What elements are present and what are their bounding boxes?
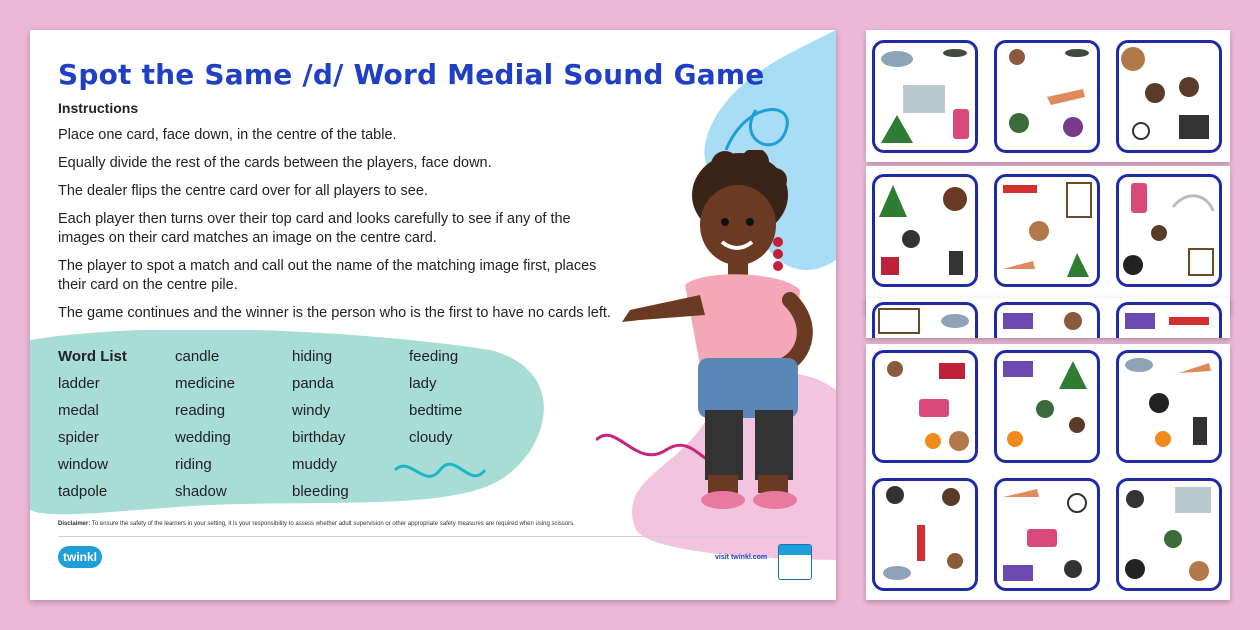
candle-icon	[1003, 185, 1037, 193]
card-sheet-3	[866, 344, 1230, 600]
muddy-hands-icon	[1069, 417, 1085, 433]
word-item: panda	[292, 375, 334, 392]
medicine-bottle-icon	[1027, 529, 1057, 547]
quality-badge-icon	[778, 544, 812, 580]
visit-link[interactable]: visit twinkl.com	[715, 554, 768, 561]
picture-card	[994, 350, 1100, 463]
spider-icon	[1126, 490, 1144, 508]
card-sheet-2	[866, 166, 1230, 314]
twinkl-logo[interactable]: twinkl	[58, 546, 102, 568]
bush-icon	[881, 115, 913, 143]
cloud-icon	[1125, 358, 1153, 372]
window-icon	[1189, 249, 1213, 275]
instruction-item: The dealer flips the centre card over for all players to see.	[58, 183, 428, 199]
medal-icon	[1007, 431, 1023, 447]
footer-divider	[58, 536, 808, 537]
word-item: medal	[58, 402, 99, 419]
picture-card	[872, 174, 978, 287]
word-item: bleeding	[292, 483, 349, 500]
spider-icon	[886, 486, 904, 504]
disclaimer-text: To ensure the safety of the learners in your setting, it is your responsibility to assess whether adult supervision or other appropriate safety measures are required when using scissors.	[91, 521, 575, 527]
medal-icon	[925, 433, 941, 449]
word-item: wedding	[175, 429, 231, 446]
windy-tree-icon	[1175, 487, 1211, 513]
lady-icon	[943, 187, 967, 211]
game-sheet	[30, 30, 836, 600]
picture-card	[994, 40, 1100, 153]
word-item: lady	[409, 375, 437, 392]
panda-icon	[949, 251, 963, 275]
instruction-item: Each player then turns over their top card and looks carefully to see if any of the images on their card matches an image on the centre card.	[58, 211, 571, 246]
picture-card	[994, 478, 1100, 591]
lady-icon	[1121, 47, 1145, 71]
medicine-bottle-icon	[919, 399, 949, 417]
instructions-list	[58, 126, 658, 332]
birthday-present-icon	[881, 257, 899, 275]
card-sheet-1	[866, 30, 1230, 162]
picture-card	[994, 302, 1100, 338]
muddy-hands-icon	[1151, 225, 1167, 241]
card-sheet-partial	[866, 298, 1230, 338]
word-item: bedtime	[409, 402, 463, 419]
picture-card	[1116, 350, 1222, 463]
muddy-hands-icon	[1145, 83, 1165, 103]
panda-icon	[1125, 559, 1145, 579]
riding-child-icon	[1064, 312, 1082, 330]
reading-child-icon	[1036, 400, 1054, 418]
instruction-item: Place one card, face down, in the centre of the table.	[58, 127, 397, 143]
picture-card	[1116, 40, 1222, 153]
panda-icon	[1123, 255, 1143, 275]
bedtime-icon	[1003, 313, 1033, 329]
hand-icon	[1179, 363, 1211, 373]
picture-card	[1116, 302, 1222, 338]
bedtime-icon	[1003, 361, 1033, 377]
picture-card	[872, 350, 978, 463]
medal-icon	[1155, 431, 1171, 447]
cloud-icon	[883, 566, 911, 580]
picture-card	[872, 302, 978, 338]
shadow-icon	[1173, 196, 1213, 211]
picture-card	[1116, 174, 1222, 287]
picture-card	[1116, 478, 1222, 591]
instructions-heading: Instructions	[58, 100, 139, 116]
instruction-item: The game continues and the winner is the person who is the first to have no cards left.	[58, 305, 611, 321]
word-item: ladder	[58, 375, 100, 392]
word-item: candle	[175, 348, 220, 365]
word-list	[58, 348, 518, 502]
birthday-present-icon	[939, 363, 965, 379]
wedding-couple-icon	[1179, 115, 1209, 139]
word-item: tadpole	[58, 483, 108, 500]
word-item: window	[58, 456, 109, 473]
candle-icon	[1169, 317, 1209, 325]
disclaimer	[58, 521, 818, 527]
tadpole-icon	[943, 49, 967, 57]
hand-icon	[1003, 489, 1039, 497]
tadpole-icon	[1065, 49, 1089, 57]
word-item: riding	[175, 456, 212, 473]
windy-tree-icon	[903, 85, 945, 113]
pointing-girl-illustration	[590, 150, 830, 520]
page-title: Spot the Same /d/ Word Medial Sound Game	[58, 58, 765, 91]
riding-child-icon	[887, 361, 903, 377]
bicycle-icon	[1133, 123, 1149, 139]
word-item: feeding	[409, 348, 459, 365]
riding-child-icon	[1009, 49, 1025, 65]
wedding-couple-icon	[1193, 417, 1207, 445]
word-item: hiding	[292, 348, 333, 365]
hand-icon	[1047, 89, 1085, 105]
spider-icon	[902, 230, 920, 248]
word-item: birthday	[292, 429, 346, 446]
panda-icon	[1149, 393, 1169, 413]
bedtime-icon	[1003, 565, 1033, 581]
candle-icon	[917, 525, 925, 561]
cloud-icon	[881, 51, 913, 67]
window-icon	[1067, 183, 1091, 217]
lady-icon	[1189, 561, 1209, 581]
riding-child-icon	[947, 553, 963, 569]
lady-icon	[1029, 221, 1049, 241]
bedtime-icon	[1125, 313, 1155, 329]
bush-icon	[1059, 361, 1087, 389]
word-item: cloudy	[409, 429, 453, 446]
cloud-icon	[941, 314, 969, 328]
medicine-bottle-icon	[1131, 183, 1147, 213]
bleeding-knee-icon	[1063, 117, 1083, 137]
lady-icon	[949, 431, 969, 451]
medicine-bottle-icon	[953, 109, 969, 139]
instruction-item: The player to spot a match and call out the name of the matching image first, places their card on the centre pile.	[58, 258, 597, 293]
word-item: medicine	[175, 375, 236, 392]
hand-icon	[1003, 261, 1035, 269]
picture-card	[994, 174, 1100, 287]
word-item: windy	[292, 402, 331, 419]
reading-child-icon	[1009, 113, 1029, 133]
card-sheets-preview	[866, 30, 1230, 600]
word-item: muddy	[292, 456, 338, 473]
picture-card	[872, 40, 978, 153]
window-icon	[879, 309, 919, 333]
bicycle-icon	[1068, 494, 1086, 512]
word-list-heading: Word List	[58, 348, 127, 365]
instruction-item: Equally divide the rest of the cards between the players, face down.	[58, 155, 492, 171]
bush-icon	[1067, 253, 1089, 277]
word-item: spider	[58, 429, 99, 446]
picture-card	[872, 478, 978, 591]
word-item: reading	[175, 402, 226, 419]
disclaimer-label: Disclaimer:	[58, 521, 91, 527]
word-item: shadow	[175, 483, 227, 500]
reading-child-icon	[1164, 530, 1182, 548]
spider-icon	[1064, 560, 1082, 578]
muddy-hands-icon	[942, 488, 960, 506]
bush-icon	[879, 185, 907, 217]
